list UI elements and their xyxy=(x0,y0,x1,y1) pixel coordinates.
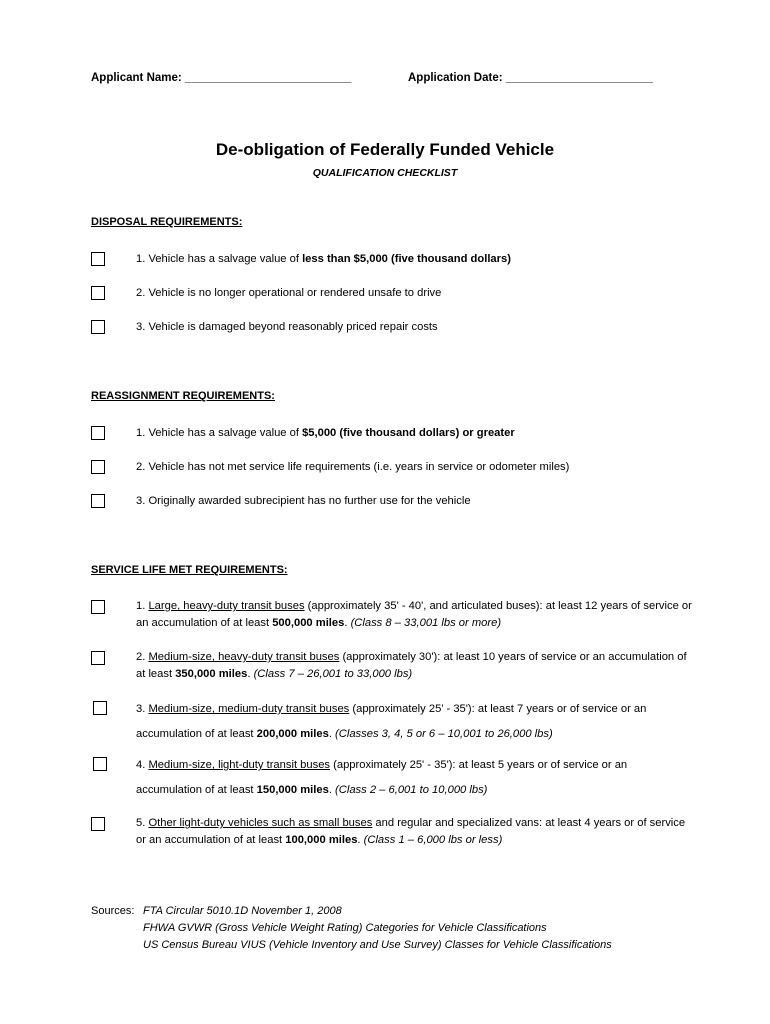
application-date-field[interactable]: Application Date: _______________________ xyxy=(408,72,653,84)
service-life-checkbox-5[interactable] xyxy=(91,817,105,831)
source-line-2: FHWA GVWR (Gross Vehicle Weight Rating) Categories for Vehicle Classifications xyxy=(143,922,547,934)
page-subtitle: QUALIFICATION CHECKLIST xyxy=(312,167,458,179)
sources-label: Sources: xyxy=(91,905,135,917)
disposal-heading: DISPOSAL REQUIREMENTS: xyxy=(91,216,243,228)
disposal-item-1: 1. Vehicle has a salvage value of less than $5,000 (five thousand dollars) xyxy=(136,253,511,265)
reassignment-checkbox-2[interactable] xyxy=(91,460,105,474)
disposal-checkbox-2[interactable] xyxy=(91,286,105,300)
service-life-item-4: 4. Medium-size, light-duty transit buses (approximately 25' - 35'): at least 5 years or of service or an accumulation of at least 150,000 miles. (Class 2 – 6,001 to 10,000 lbs) xyxy=(136,759,628,796)
service-life-checkbox-1[interactable] xyxy=(91,600,105,614)
disposal-checkbox-1[interactable] xyxy=(91,252,105,266)
service-life-item-5: 5. Other light-duty vehicles such as small buses and regular and specialized vans: at least 4 years or of service or an accumulation of at least 100,000 miles. (Class 1 – 6,000 lbs or less) xyxy=(136,817,686,846)
reassignment-checkbox-1[interactable] xyxy=(91,426,105,440)
sources-block xyxy=(91,903,612,954)
service-life-checkbox-4[interactable] xyxy=(93,757,107,771)
reassignment-item-1: 1. Vehicle has a salvage value of $5,000 (five thousand dollars) or greater xyxy=(136,427,515,439)
source-line-1: FTA Circular 5010.1D November 1, 2008 xyxy=(143,905,342,917)
applicant-name-field[interactable]: Applicant Name: __________________________ xyxy=(91,72,352,84)
reassignment-heading: REASSIGNMENT REQUIREMENTS: xyxy=(91,390,275,402)
service-life-item-3: 3. Medium-size, medium-duty transit buses (approximately 25’ - 35'): at least 7 years or of service or an accumulation of at least 200,000 miles. (Classes 3, 4, 5 or 6 – 10,001 to 26,000 lbs) xyxy=(136,703,647,740)
reassignment-checkbox-3[interactable] xyxy=(91,494,105,508)
page-title: De-obligation of Federally Funded Vehicle xyxy=(215,140,555,159)
service-life-item-1: 1. Large, heavy-duty transit buses (approximately 35' - 40', and articulated buses): at least 12 years of service or an accumulation of at least 500,000 miles. (Class 8 – 33,001 lbs or more) xyxy=(136,600,692,629)
reassignment-item-3: 3. Originally awarded subrecipient has no further use for the vehicle xyxy=(136,495,471,507)
disposal-item-3: 3. Vehicle is damaged beyond reasonably priced repair costs xyxy=(136,321,438,333)
service-life-checkbox-2[interactable] xyxy=(91,651,105,665)
source-line-3: US Census Bureau VIUS (Vehicle Inventory and Use Survey) Classes for Vehicle Classifications xyxy=(143,939,612,951)
reassignment-item-2: 2. Vehicle has not met service life requirements (i.e. years in service or odometer miles) xyxy=(136,461,570,473)
disposal-checkbox-3[interactable] xyxy=(91,320,105,334)
service-life-checkbox-3[interactable] xyxy=(93,701,107,715)
disposal-item-2: 2. Vehicle is no longer operational or rendered unsafe to drive xyxy=(136,287,442,299)
service-life-heading: SERVICE LIFE MET REQUIREMENTS: xyxy=(91,564,288,576)
service-life-item-2: 2. Medium-size, heavy-duty transit buses (approximately 30'): at least 10 years of service or an accumulation of at least 350,000 miles. (Class 7 – 26,001 to 33,000 lbs) xyxy=(136,651,687,680)
